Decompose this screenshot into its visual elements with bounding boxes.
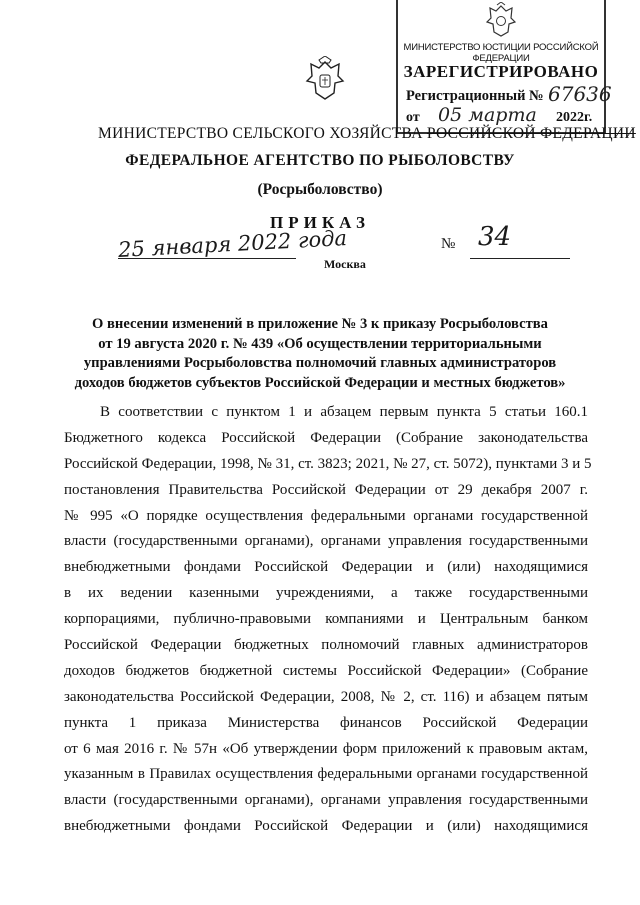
body-line: № 995 «О порядке осуществления федеральными органами государственной: [64, 507, 588, 524]
body-line: внебюджетными фондами Российской Федерации и (или) находящимися: [64, 559, 588, 576]
body-line: власти (государственными органами), органами управления государственными: [64, 533, 588, 550]
subject-line: доходов бюджетов субъектов Российской Федерации и местных бюджетов»: [74, 374, 566, 391]
stamp-reg-label: Регистрационный №: [406, 88, 544, 104]
ministry-name: [98, 125, 636, 143]
date-underline: [118, 258, 296, 259]
order-number: 34: [478, 222, 512, 252]
stamp-registered-label: ЗАРЕГИСТРИРОВАНО: [403, 62, 599, 81]
body-line: в их ведении казенными учреждениями, а также государственными: [64, 585, 588, 602]
order-date: 25 января 2022 года: [117, 226, 348, 262]
registration-stamp: [396, 0, 612, 134]
order-title: ПРИКАЗ: [270, 213, 370, 232]
stamp-year: 2022г.: [556, 110, 593, 125]
coat-of-arms-icon: [305, 56, 345, 102]
body-line: доходов бюджетов бюджетной системы Российской Федерации» (Собрание: [64, 662, 588, 679]
number-underline: [470, 258, 570, 259]
body-line: Российской Федерации, 1998, № 31, ст. 3823; 2021, № 27, ст. 5072), пунктами 3 и 5: [64, 455, 592, 472]
stamp-date-prefix: от: [406, 110, 420, 125]
subject-line: от 19 августа 2020 г. № 439 «Об осуществлении территориальными: [98, 335, 542, 352]
stamp-reg-number: 67636: [548, 82, 612, 106]
stamp-ministry-label: МИНИСТЕРСТВО ЮСТИЦИИ РОССИЙСКОЙ ФЕДЕРАЦИИ: [403, 42, 599, 64]
body-line: корпорациями, публично-правовыми компаниями и Центральным банком: [64, 611, 588, 628]
ministry-name-text: МИНИСТЕРСТВО СЕЛЬСКОГО ХОЗЯЙСТВА: [98, 125, 427, 142]
body-line: Бюджетного кодекса Российской Федерации (Собрание законодательства: [64, 429, 588, 446]
subject-line: управлениями Росрыболовства полномочий главных администраторов: [83, 355, 557, 371]
body-line: постановления Правительства Российской Федерации от 29 декабря 2007 г.: [64, 481, 588, 498]
body-line: от 6 мая 2016 г. № 57н «Об утверждении форм приложений к правовым актам,: [64, 740, 588, 757]
body-line: В соответствии с пунктом 1 и абзацем первым пункта 5 статьи 160.1: [100, 404, 588, 420]
body-line: Российской Федерации бюджетных полномочий главных администраторов: [64, 637, 588, 654]
order-body: [64, 400, 592, 840]
body-line: пункта 1 приказа Министерства финансов Российской Федерации: [64, 714, 588, 731]
coat-of-arms-icon: [484, 2, 518, 38]
number-sign: №: [441, 236, 456, 252]
body-line: законодательства Российской Федерации, 2008, № 2, ст. 116) и абзацем пятым: [64, 688, 588, 705]
order-subject: [60, 315, 580, 393]
body-line: указанным в Правилах осуществления федеральными органами государственной: [64, 766, 588, 783]
city: Москва: [324, 257, 366, 271]
body-line: внебюджетными фондами Российской Федерации и (или) находящимися: [64, 818, 588, 835]
agency-short-name: (Росрыболовство): [257, 181, 383, 198]
agency-name: ФЕДЕРАЛЬНОЕ АГЕНТСТВО ПО РЫБОЛОВСТВУ: [125, 152, 515, 169]
body-line: власти (государственными органами), органами управления государственными: [64, 792, 588, 809]
ministry-name-struck: РОССИЙСКОЙ ФЕДЕРАЦИИ: [426, 125, 636, 142]
stamp-date: 05 марта: [438, 104, 537, 126]
subject-line: О внесении изменений в приложение № 3 к приказу Росрыболовства: [92, 316, 548, 332]
